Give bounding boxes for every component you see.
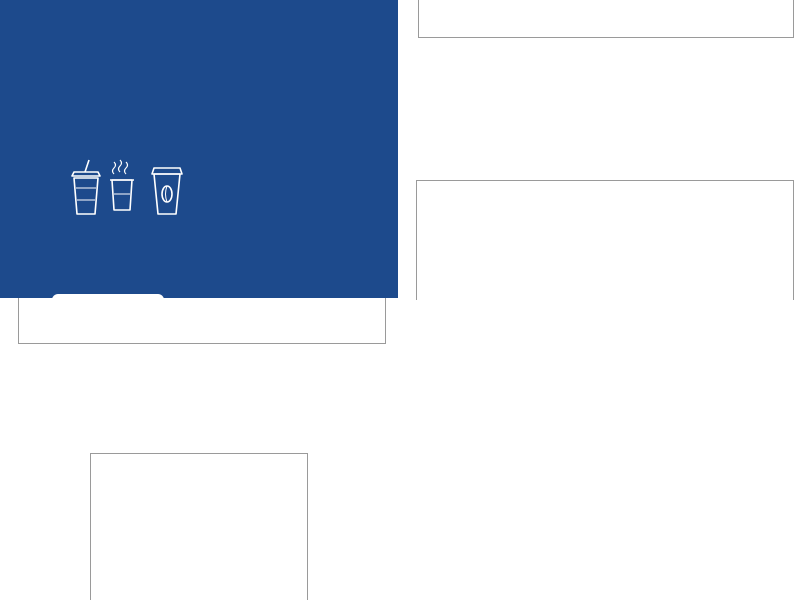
carolina-bbq-section	[606, 44, 796, 49]
breakfast-box-footer	[18, 298, 386, 344]
drink-cups-icon	[64, 158, 194, 216]
catering-info	[416, 301, 800, 353]
boxed-lunch-section	[610, 184, 800, 188]
continental-section	[220, 358, 390, 374]
menu-panel	[0, 0, 398, 298]
final-count-paragraph	[416, 315, 800, 325]
grab-go-section	[22, 358, 182, 372]
a-la-carte-section	[90, 453, 308, 600]
soup-box	[418, 0, 794, 38]
pasta-lunch-box	[416, 180, 794, 300]
rolls-wraps-section	[418, 44, 608, 48]
